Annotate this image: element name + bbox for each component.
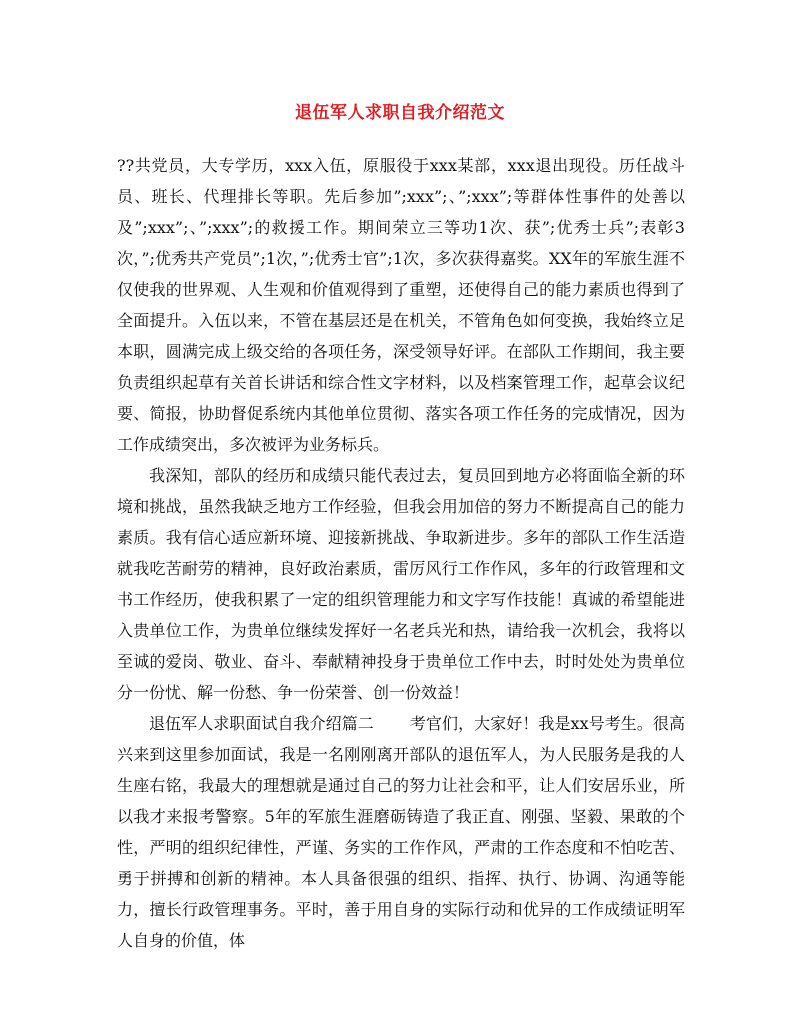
paragraph-3 (117, 708, 685, 956)
document-body (117, 150, 685, 956)
paragraph-1: ??共党员，大专学历，xxx入伍，原服役于xxx某部，xxx退出现役。历任战斗员、班长、代理排长等职。先后参加”;xxx”;、”;xxx”;等群体性事件的处善以及”;xxx”;、”;xxx”;的救援工作。期间荣立三等功1次、获”;优秀士兵”;表彰3次，”;优秀共产党员”;1次，”;优秀士官”;1次，多次获得嘉奖。XX年的军旅生涯不仅使我的世界观、人生观和价值观得到了重塑，还使得自己的能力素质也得到了全面提升。入伍以来，不管在基层还是在机关，不管角色如何变换，我始终立足本职，圆满完成上级交给的各项任务，深受领导好评。在部队工作期间，我主要负责组织起草有关首长讲话和综合性文字材料，以及档案管理工作，起草会议纪要、简报，协助督促系统内其他单位贯彻、落实各项工作任务的完成情况，因为工作成绩突出，多次被评为业务标兵。 (117, 156, 685, 454)
paragraph-2: 我深知，部队的经历和成绩只能代表过去，复员回到地方必将面临全新的环境和挑战，虽然我缺乏地方工作经验，但我会用加倍的努力不断提高自己的能力素质。我有信心适应新环境、迎接新挑战、争取新进步。多年的部队工作生活造就我吃苦耐劳的精神，良好政治素质，雷厉风行工作作风，多年的行政管理和文书工作经历，使我积累了一定的组织管理能力和文字写作技能！真诚的希望能进入贵单位工作，为贵单位继续发挥好一名老兵光和热，请给我一次机会，我将以至诚的爱岗、敬业、奋斗、奉献精神投身于贵单位工作中去，时时处处为贵单位分一份忧、解一份愁、争一份荣誉、创一份效益！ (117, 466, 685, 702)
document-title: 退伍军人求职自我介绍范文 (295, 103, 505, 123)
section-text: 考官们，大家好！我是xx号考生。很高兴来到这里参加面试，我是一名刚刚离开部队的退伍军人，为人民服务是我的人生座右铭，我最大的理想就是通过自己的努力让社会和平，让人们安居乐业，所以我才来报考警察。5年的军旅生涯磨砺铸造了我正直、刚强、坚毅、果敢的个性，严明的组织纪律性，严谨、务实的工作作风，严肃的工作态度和不怕吃苦、勇于拼搏和创新的精神。本人具备很强的组织、指挥、执行、协调、沟通等能力，擅长行政管理事务。平时，善于用自身的实际行动和优异的工作成绩证明军人自身的价值，体 (117, 714, 685, 950)
section-heading: 退伍军人求职面试自我介绍篇二 (149, 714, 374, 733)
